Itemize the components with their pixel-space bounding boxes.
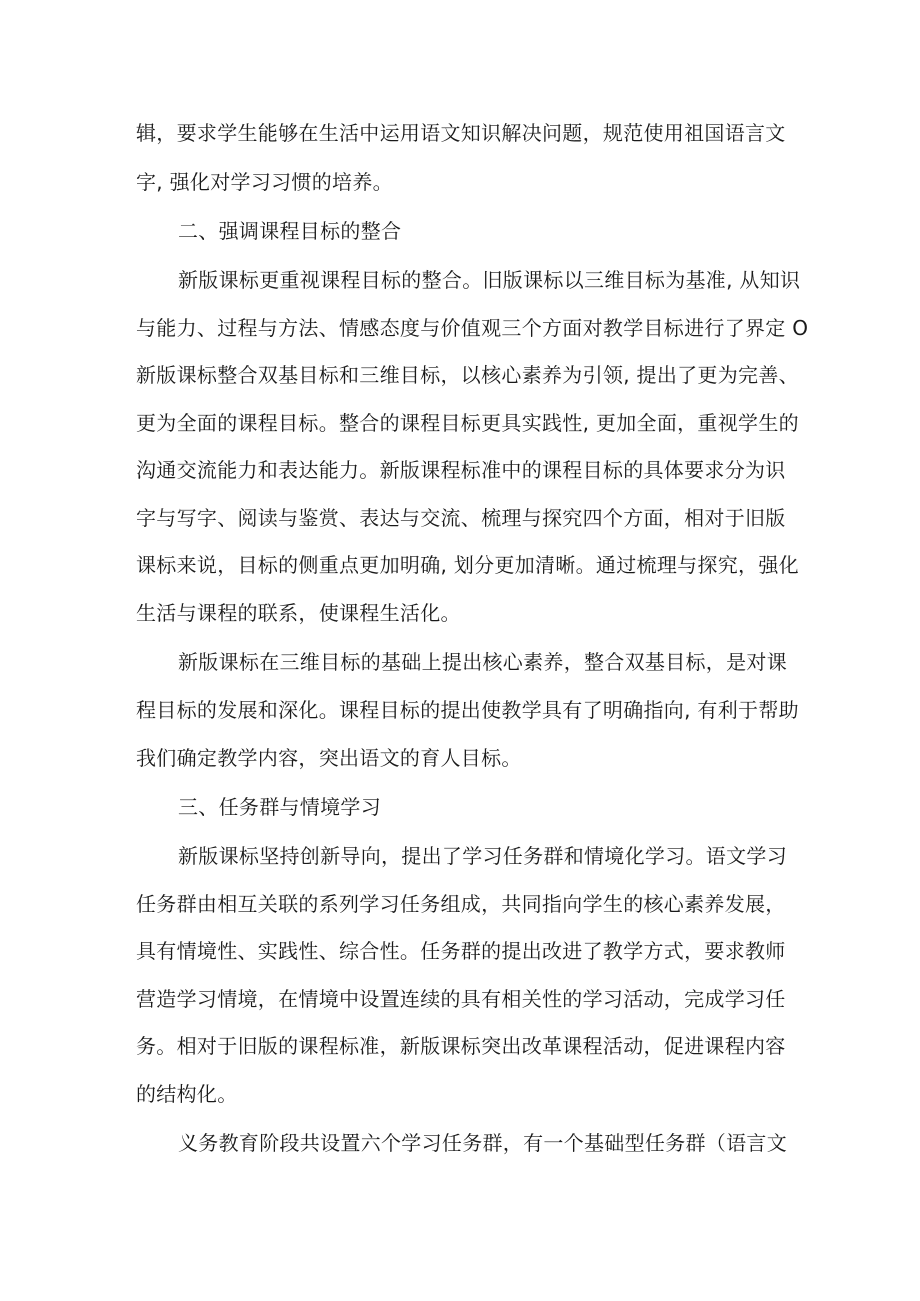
section-heading: 三、任务群与情境学习	[178, 795, 381, 819]
text-line: 与能力、过程与方法、情感态度与价值观三个方面对教学目标进行了界定 O	[136, 316, 809, 340]
text-line: 新版课标更重视课程目标的整合。旧版课标以三维目标为基准, 从知识	[178, 268, 801, 292]
text-line: 生活与课程的联系，使课程生活化。	[136, 601, 461, 625]
text-line: 更为全面的课程目标。整合的课程目标更具实践性, 更加全面，重视学生的	[136, 411, 799, 435]
text-line: 新版课标在三维目标的基础上提出核心素养，整合双基目标，是对课	[178, 650, 787, 674]
text-line: 沟通交流能力和表达能力。新版课程标准中的课程目标的具体要求分为识	[136, 458, 786, 482]
text-line: 营造学习情境，在情境中设置连续的具有相关性的学习活动，完成学习任	[136, 987, 786, 1011]
text-line: 任务群由相互关联的系列学习任务组成，共同指向学生的核心素养发展，	[136, 892, 786, 916]
text-line: 程目标的发展和深化。课程目标的提出使教学具有了明确指向, 有利于帮助	[136, 698, 799, 722]
text-line: 新版课标整合双基目标和三维目标，以核心素养为引领, 提出了更为完善、	[136, 363, 799, 387]
text-line: 字与写字、阅读与鉴赏、表达与交流、梳理与探究四个方面，相对于旧版	[136, 506, 786, 530]
text-line: 具有情境性、实践性、综合性。任务群的提出改进了教学方式，要求教师	[136, 939, 786, 963]
text-line: 义务教育阶段共设置六个学习任务群，有一个基础型任务群（语言文	[178, 1131, 787, 1155]
text-line: 的结构化。	[136, 1082, 238, 1106]
text-line: 新版课标坚持创新导向，提出了学习任务群和情境化学习。语文学习	[178, 844, 787, 868]
section-heading: 二、强调课程目标的整合	[178, 219, 402, 243]
text-line: 字, 强化对学习习惯的培养。	[136, 170, 393, 194]
text-line: 课标来说，目标的侧重点更加明确, 划分更加清晰。通过梳理与探究，强化	[136, 553, 799, 577]
text-line: 务。相对于旧版的课程标准，新版课标突出改革课程活动，促进课程内容	[136, 1034, 786, 1058]
text-line: 我们确定教学内容，突出语文的育人目标。	[136, 746, 522, 770]
text-line: 辑，要求学生能够在生活中运用语文知识解决问题，规范使用祖国语言文	[136, 121, 786, 145]
